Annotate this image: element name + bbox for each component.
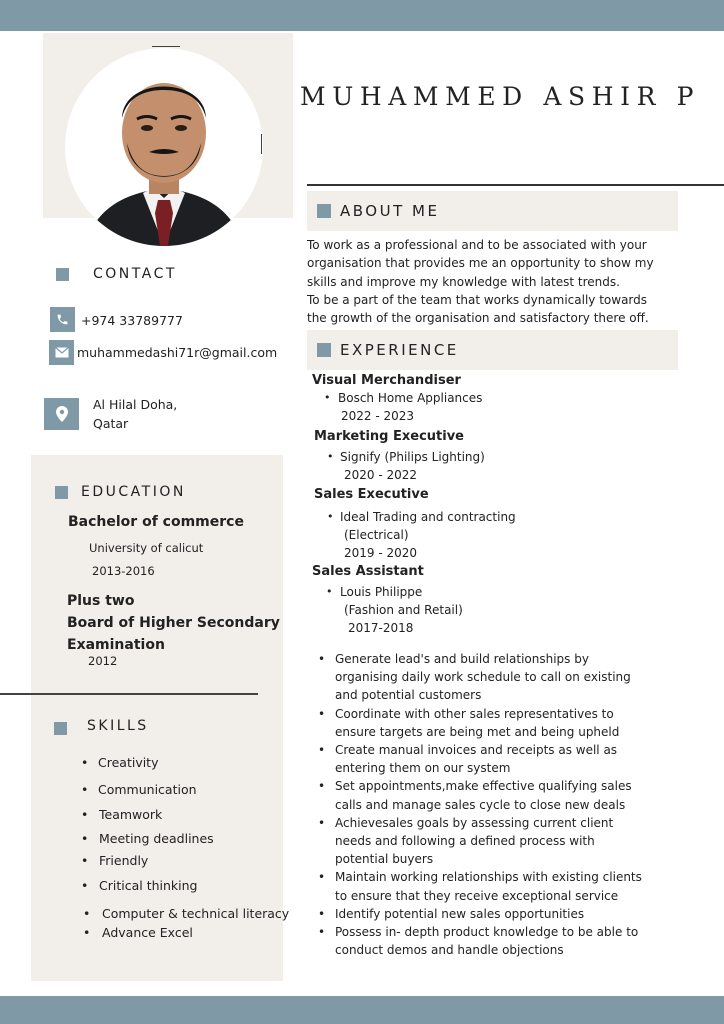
address-line: Qatar xyxy=(93,416,129,431)
skill-item: • Computer & technical literacy xyxy=(85,906,289,921)
duty-item: • Maintain working relationships with existing clients to ensure that they receive exceptional service xyxy=(317,868,647,904)
duty-item: • Coordinate with other sales representatives to ensure targets are being met and being upheld xyxy=(317,705,647,741)
skill-item: • Communication xyxy=(83,782,197,797)
education-divider xyxy=(0,693,258,695)
experience-header xyxy=(307,330,678,370)
about-line: To be a part of the team that works dynamically towards xyxy=(307,292,648,307)
experience-title: EXPERIENCE xyxy=(340,341,459,359)
bullet: • xyxy=(327,510,334,523)
job-company: Ideal Trading and contracting xyxy=(340,510,516,524)
duty-item: • Possess in- depth product knowledge to be able to conduct demos and handle objections xyxy=(317,923,647,959)
email-icon xyxy=(49,340,74,365)
photo-decor-vline xyxy=(261,134,262,154)
job-years: 2022 - 2023 xyxy=(341,409,415,423)
address-line: Al Hilal Doha, xyxy=(93,397,178,412)
about-title: ABOUT ME xyxy=(340,202,440,220)
bullet: • xyxy=(324,391,331,404)
contact-square-icon xyxy=(56,268,69,281)
skill-item: • Meeting deadlines xyxy=(83,831,214,846)
job-title: Sales Executive xyxy=(314,487,429,502)
about-line: organisation that provides me an opportunity to show my xyxy=(307,256,654,271)
top-band xyxy=(0,0,724,31)
profile-photo xyxy=(65,48,263,246)
duty-item: • Achievesales goals by assessing current client needs and following a defined process with potential buyers xyxy=(317,814,647,869)
skills-square-icon xyxy=(54,722,67,735)
degree-title: Bachelor of commerce xyxy=(68,514,244,530)
degree-title: Board of Higher Secondary xyxy=(67,615,280,631)
duty-item: • Create manual invoices and receipts as well as entering them on our system xyxy=(317,741,647,777)
education-years: 2013-2016 xyxy=(92,564,155,578)
school-name: University of calicut xyxy=(89,541,204,555)
duties-list xyxy=(317,650,647,959)
education-square-icon xyxy=(55,486,68,499)
skills-title: SKILLS xyxy=(87,718,149,734)
job-years: 2017-2018 xyxy=(348,621,414,635)
skill-item: • Friendly xyxy=(83,853,148,868)
section-square-icon xyxy=(317,204,331,218)
degree-title: Plus two xyxy=(67,593,135,609)
job-company-detail: (Electrical) xyxy=(344,528,409,542)
about-line: skills and improve my knowledge with latest trends. xyxy=(307,274,620,289)
degree-title: Examination xyxy=(67,637,165,653)
about-header xyxy=(307,191,678,231)
bullet: • xyxy=(327,450,334,463)
location-icon xyxy=(44,398,79,430)
job-years: 2019 - 2020 xyxy=(344,546,418,560)
phone-number[interactable]: +974 33789777 xyxy=(81,313,183,328)
about-line: the growth of the organisation and satisfactory there off. xyxy=(307,311,649,326)
skill-item: • Teamwork xyxy=(83,807,162,822)
about-text xyxy=(307,236,667,327)
job-title: Marketing Executive xyxy=(314,429,464,444)
candidate-name: MUHAMMED ASHIR P xyxy=(300,82,701,111)
skill-item: • Critical thinking xyxy=(83,878,197,893)
skill-item: • Creativity xyxy=(83,755,159,770)
job-company: Signify (Philips Lighting) xyxy=(340,450,485,464)
education-years: 2012 xyxy=(88,654,118,668)
job-title: Sales Assistant xyxy=(312,564,424,579)
name-divider xyxy=(307,184,724,186)
bottom-band xyxy=(0,996,724,1024)
bullet: • xyxy=(326,585,333,598)
phone-icon xyxy=(50,307,75,332)
duty-item: • Identify potential new sales opportunities xyxy=(317,905,647,923)
section-square-icon xyxy=(317,343,331,357)
job-company: Louis Philippe xyxy=(340,585,423,599)
job-company: Bosch Home Appliances xyxy=(338,391,483,405)
job-title: Visual Merchandiser xyxy=(312,373,461,388)
education-title: EDUCATION xyxy=(81,484,186,500)
duty-item: • Generate lead's and build relationships by organising daily work schedule to call on existing and potential customers xyxy=(317,650,647,705)
duty-item: • Set appointments,make effective qualifying sales calls and manage sales cycle to close new deals xyxy=(317,777,647,813)
contact-title: CONTACT xyxy=(93,266,177,282)
email-address[interactable]: muhammedashi71r@gmail.com xyxy=(77,345,278,360)
skill-item: • Advance Excel xyxy=(85,925,193,940)
about-line: To work as a professional and to be associated with your xyxy=(307,238,647,252)
photo-decor-line xyxy=(152,46,180,47)
job-company-detail: (Fashion and Retail) xyxy=(344,603,463,617)
job-years: 2020 - 2022 xyxy=(344,468,418,482)
education-skills-panel xyxy=(31,455,283,981)
